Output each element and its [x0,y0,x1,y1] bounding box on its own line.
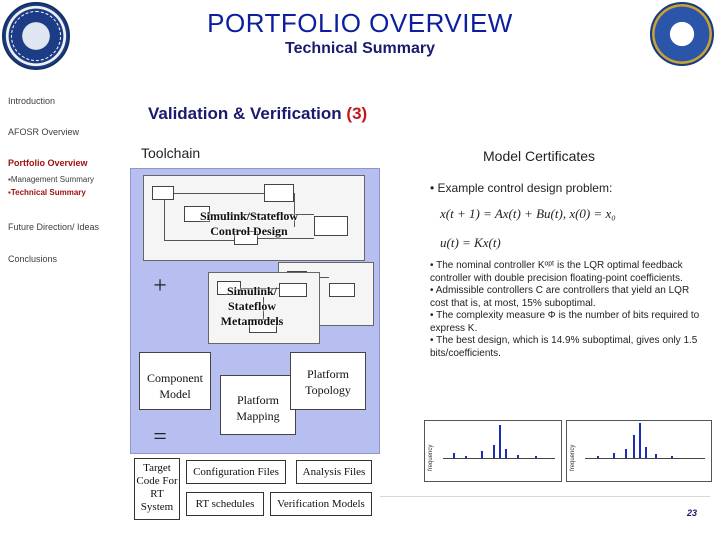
page-subtitle: Technical Summary [285,40,435,57]
certificate-bullets [430,260,700,360]
footer-divider [380,496,710,497]
page-title: PORTFOLIO OVERVIEW [207,8,513,38]
model-certificates-label: Model Certificates [483,148,596,164]
bullet-best-design: • The best design, which is 14.9% suboptimal, gives only 1.5 bits/coefficients. [430,335,698,359]
page-number: 23 [687,508,698,518]
nav-item-afosr-overview[interactable]: AFOSR Overview [8,127,80,137]
histogram-left-ylabel: frequency [428,444,434,471]
verification-models-box [270,492,372,516]
configuration-files-box [186,460,286,484]
section-title: Validation & Verification [148,104,342,123]
equals-icon: = [153,424,167,450]
nav-item-introduction[interactable]: Introduction [8,96,56,106]
platform-topology-label: Platform Topology [305,367,351,397]
analysis-files-box [296,460,372,484]
stateflow-metamodels-label: Simulink/ Stateflow Metamodels [220,284,284,328]
agency-shield-icon: ★ [650,2,714,66]
configuration-files-label: Configuration Files [193,466,279,478]
rt-schedules-label: RT schedules [195,498,255,510]
nav-item-technical-summary[interactable]: ▪Technical Summary [8,188,86,197]
toolchain-label: Toolchain [141,145,201,161]
verification-models-label: Verification Models [277,498,365,510]
bullet-nominal-controller: • The nominal controller Kᵒᵖᵗ is the LQR optimal feedback controller with double precision floating-point coefficients. [430,260,683,284]
rt-schedules-box [186,492,264,516]
analysis-files-label: Analysis Files [302,466,366,478]
section-heading [148,104,367,124]
state-equation: x(t + 1) = Ax(t) + Bu(t), x(0) = x₀ [440,206,616,221]
target-code-box [134,458,180,520]
control-law-equation: u(t) = Kx(t) [440,235,501,250]
bullet-complexity-measure: • The complexity measure Φ is the number of bits required to express K. [430,310,700,334]
component-model-label: Component Model [147,371,203,401]
histogram-left [424,420,562,482]
section-count: (3) [346,104,368,123]
histogram-right-ylabel: frequency [570,444,576,471]
nav-item-management-summary[interactable]: ▪Management Summary [8,175,94,184]
histogram-right [566,420,712,482]
nav-item-future-direction[interactable]: Future Direction/ Ideas [8,222,100,232]
target-code-label: Target Code For RT System [136,462,178,513]
nav-item-conclusions[interactable]: Conclusions [8,254,58,264]
simulink-control-design-label: Simulink/Stateflow Control Design [199,209,298,238]
plus-icon: + [153,273,167,299]
nav-item-portfolio-overview[interactable]: Portfolio Overview [8,158,88,168]
example-problem-bullet: • Example control design problem: [430,181,613,195]
bullet-admissible-controllers: • Admissible controllers C are controllers that yield an LQR cost that is, at most, 15% suboptimal. [430,285,690,309]
platform-mapping-label: Platform Mapping [236,393,280,423]
